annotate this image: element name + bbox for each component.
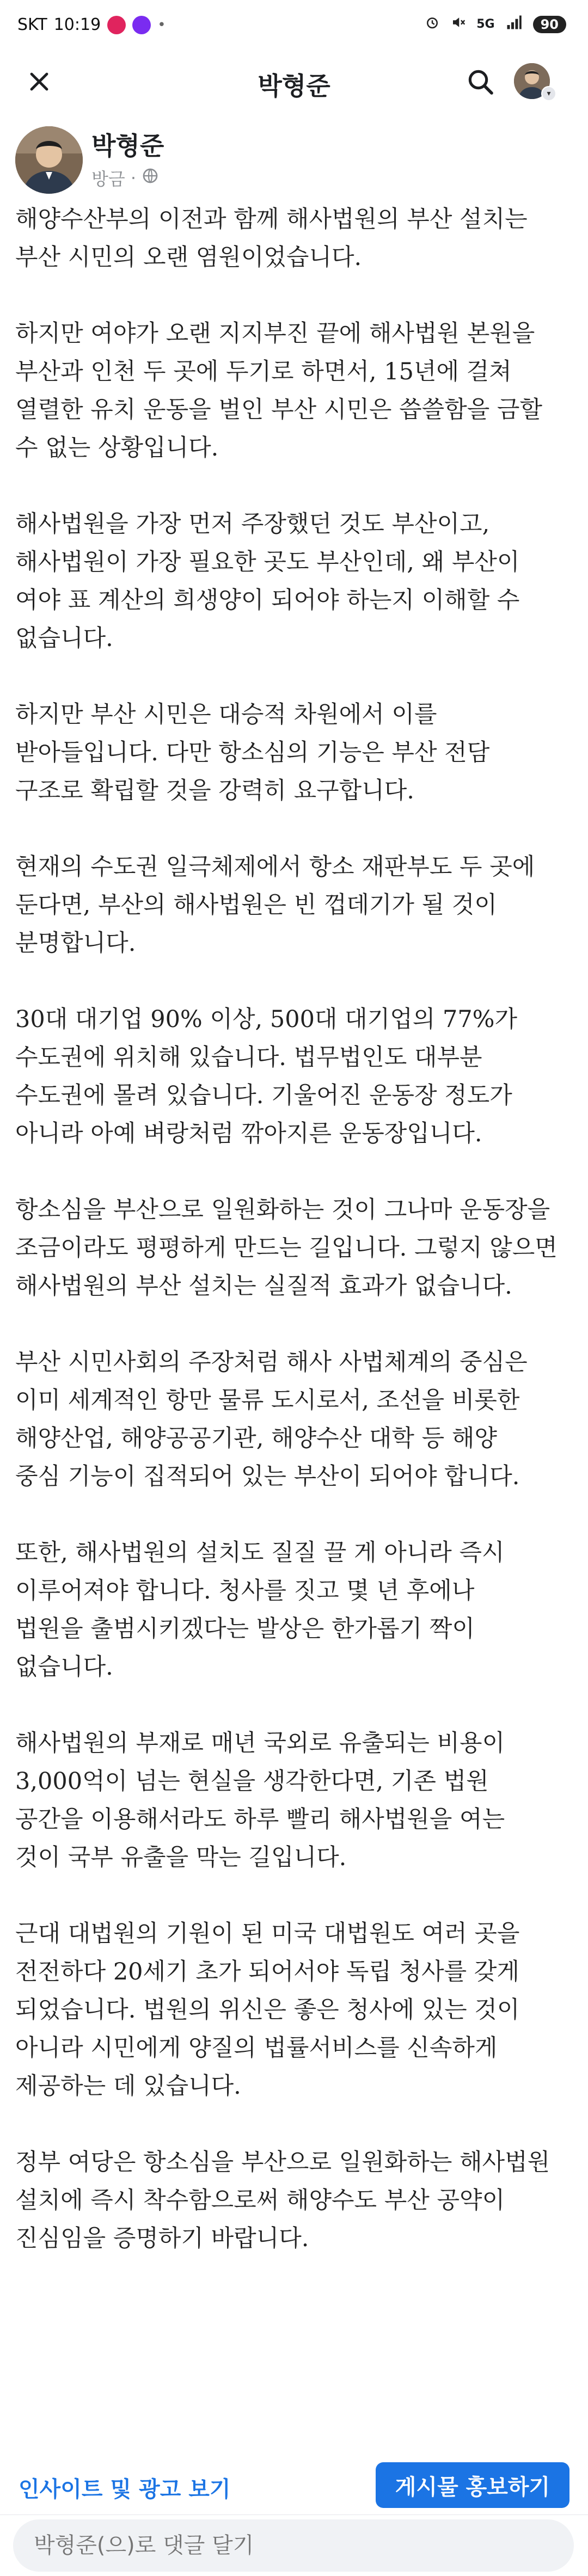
post-text <box>15 200 576 2296</box>
post-paragraph: 하지만 여야가 오랜 지지부진 끝에 해사법원 본원을 부산과 인천 두 곳에 두기로 하면서, 15년에 걸쳐 열렬한 유치 운동을 벌인 부산 시민은 씁쓸함을 금할 수 없는 상황입니다. <box>15 320 542 462</box>
insights-link[interactable]: 인사이트 및 광고 보기 <box>19 2477 231 2502</box>
post-paragraph: 정부 여당은 항소심을 부산으로 일원화하는 해사법원 설치에 즉시 착수함으로써 해양수도 부산 공약이 진심임을 증명하기 바랍니다. <box>15 2149 550 2252</box>
search-icon[interactable] <box>462 63 499 100</box>
app-notification-icon <box>132 16 151 34</box>
post-paragraph: 하지만 부산 시민은 대승적 차원에서 이를 받아들입니다. 다만 항소심의 기능은 부산 전담 구조로 확립할 것을 강력히 요구합니다. <box>15 701 490 804</box>
status-left <box>17 15 166 34</box>
signal-icon <box>505 14 523 34</box>
post-paragraph: 해사법원의 부재로 매년 국외로 유출되는 비용이 3,000억이 넘는 현실을 생각한다면, 기존 법원 공간을 이용해서라도 하루 빨리 해사법원을 여는 것이 국부 유출을 막는 길입니다. <box>15 1730 505 1871</box>
alarm-icon <box>424 14 440 34</box>
post-paragraph: 근대 대법원의 기원이 된 미국 대법원도 여러 곳을 전전하다 20세기 초가 되어서야 독립 청사를 갖게 되었습니다. 법원의 위신은 좋은 청사에 있는 것이 아니라 시민에게 양질의 법률서비스를 신속하게 제공하는 데 있습니다. <box>15 1920 520 2100</box>
post-paragraph: 또한, 해사법원의 설치도 질질 끌 게 아니라 즉시 이루어져야 합니다. 청사를 짓고 몇 년 후에나 법원을 출범시키겠다는 발상은 한가롭기 짝이 없습니다. <box>15 1539 505 1681</box>
mute-icon <box>450 14 467 34</box>
post-time[interactable]: 방금 <box>91 169 125 189</box>
status-right <box>424 14 566 34</box>
status-bar <box>0 0 588 52</box>
post-paragraph: 항소심을 부산으로 일원화하는 것이 그나마 운동장을 조금이라도 평평하게 만드는 길입니다. 그렇지 않으면 해사법원의 부산 설치는 실질적 효과가 없습니다. <box>15 1196 558 1300</box>
notification-icon <box>107 16 126 34</box>
network-indicator: 5G <box>476 17 495 31</box>
comment-input[interactable] <box>13 2519 574 2572</box>
carrier: SKT <box>17 15 47 34</box>
post-paragraph: 부산 시민사회의 주장처럼 해사 사법체계의 중심은 이미 세계적인 항만 물류 도시로서, 조선을 비롯한 해양산업, 해양공공기관, 해양수산 대학 등 해양 중심 기능이 집적되어 있는 부산이 되어야 합니다. <box>15 1349 528 1490</box>
profile-switcher[interactable] <box>514 62 566 101</box>
clock: 10:19 <box>53 15 101 34</box>
globe-icon <box>142 167 159 189</box>
post-paragraph: 30대 대기업 90% 이상, 500대 대기업의 77%가 수도권에 위치해 있습니다. 법무법인도 대부분 수도권에 몰려 있습니다. 기울어진 운동장 정도가 아니라 아예 벼랑처럼 깎아지른 운동장입니다. <box>15 1006 518 1147</box>
author-avatar[interactable] <box>15 126 83 194</box>
app-bar <box>0 52 588 111</box>
post-header <box>0 120 588 201</box>
author-name[interactable]: 박형준 <box>91 131 164 161</box>
comment-bar <box>0 2514 588 2576</box>
post-paragraph: 해사법원을 가장 먼저 주장했던 것도 부산이고, 해사법원이 가장 필요한 곳도 부산인데, 왜 부산이 여야 표 계산의 희생양이 되어야 하는지 이해할 수 없습니다. <box>15 511 520 652</box>
chevron-down-icon: ▾ <box>541 86 556 101</box>
post-paragraph: 해양수산부의 이전과 함께 해사법원의 부산 설치는 부산 시민의 오랜 염원이었습니다. <box>15 206 528 271</box>
boost-post-button[interactable]: 게시물 홍보하기 <box>376 2462 569 2508</box>
page-title: 박형준 <box>258 71 330 101</box>
battery-indicator: 90 <box>533 16 566 33</box>
post-meta: 방금 · <box>91 165 159 190</box>
more-notifications-icon: • <box>157 16 166 33</box>
post-actions <box>0 2460 588 2509</box>
post-paragraph: 현재의 수도권 일극체제에서 항소 재판부도 두 곳에 둔다면, 부산의 해사법원은 빈 껍데기가 될 것이 분명합니다. <box>15 853 535 957</box>
